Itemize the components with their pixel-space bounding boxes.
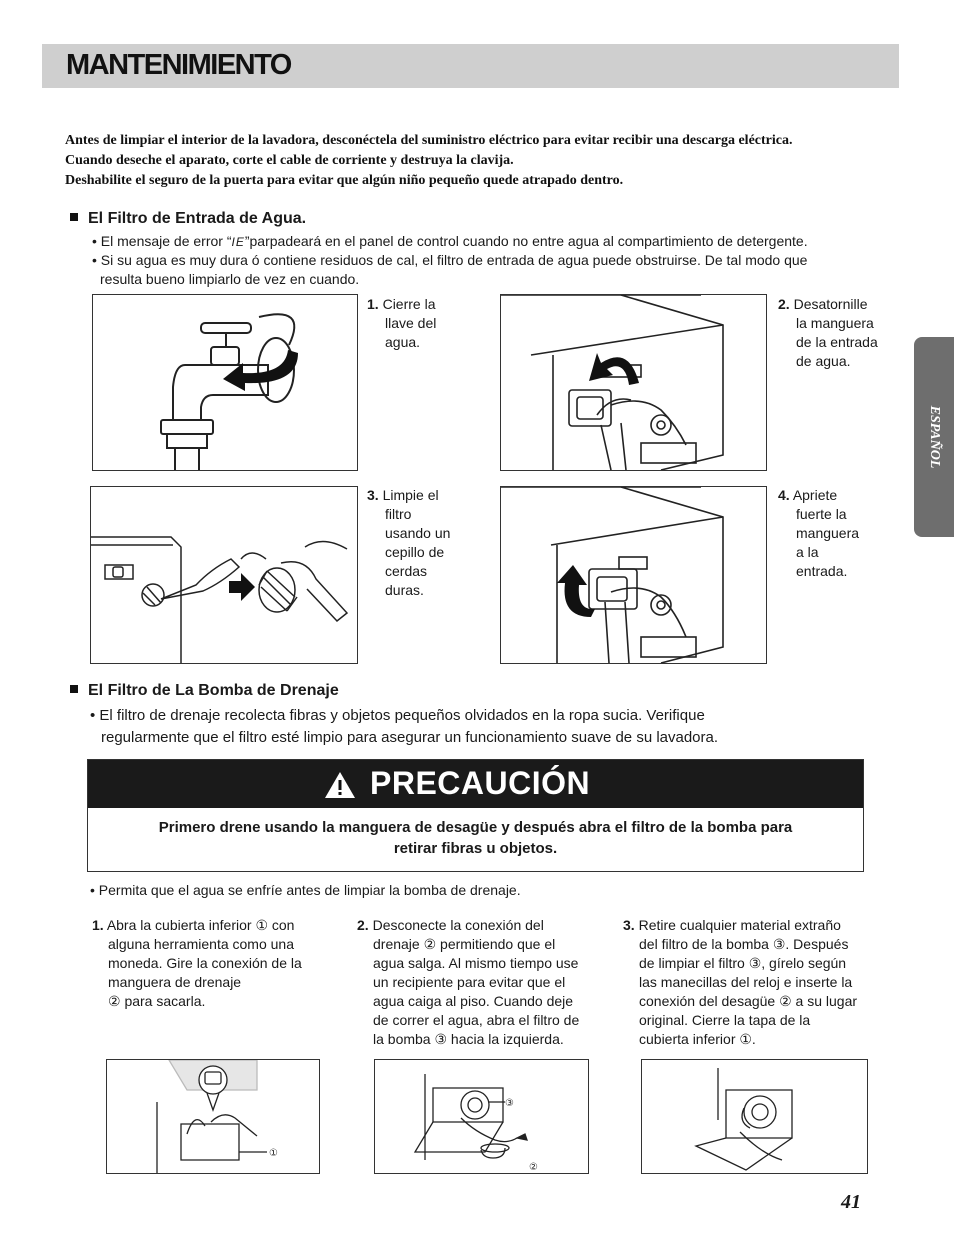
- figure-open-cover: [106, 1059, 320, 1174]
- inlet-bullet-2: • Si su agua es muy dura ó contiene residuos de cal, el filtro de entrada de agua puede obstruirse. De tal modo que: [92, 252, 808, 268]
- step-text: moneda. Gire la conexión de la: [108, 955, 302, 971]
- step-text: alguna herramienta como una: [108, 936, 295, 952]
- section-title-text: El Filtro de La Bomba de Drenaje: [88, 682, 339, 699]
- warning-line: Deshabilite el seguro de la puerta para evitar que algún niño pequeño quede atrapado dentro.: [65, 173, 624, 188]
- inlet-bullet-1: [92, 232, 808, 252]
- step-text: entrada.: [796, 563, 848, 579]
- step-number: 3.: [623, 917, 635, 933]
- step-number: 4.: [778, 487, 790, 503]
- unscrew-hose-illustration: [501, 295, 766, 470]
- callout-marker-two: ②: [529, 1162, 538, 1173]
- step-text: filtro: [385, 506, 412, 522]
- figure-reinsert-filter: [641, 1059, 868, 1174]
- open-cover-illustration: [107, 1060, 319, 1173]
- section-title-text: El Filtro de Entrada de Agua.: [88, 210, 307, 227]
- step-text: fuerte la: [796, 506, 847, 522]
- step-text: de correr el agua, abra el filtro de: [373, 1012, 580, 1028]
- section-title-inlet-filter: [70, 210, 306, 228]
- step-text: cerdas: [385, 563, 428, 579]
- step-text: cubierta inferior ①.: [639, 1031, 756, 1047]
- caution-box: [87, 759, 864, 872]
- caution-message: [88, 817, 863, 859]
- step-text: manguera: [796, 525, 860, 541]
- step-text: agua salga. Al mismo tiempo use: [373, 955, 579, 971]
- reinsert-filter-illustration: [642, 1060, 867, 1173]
- safety-warnings: [65, 131, 905, 191]
- step-text: duras.: [385, 582, 424, 598]
- step-number: 2.: [778, 296, 790, 312]
- step-text: original. Cierre la tapa de la: [639, 1012, 811, 1028]
- step-text: cepillo de: [385, 544, 445, 560]
- tighten-hose-illustration: [501, 487, 766, 663]
- figure-drain-water: [374, 1059, 589, 1174]
- step-text: la manguera: [796, 315, 874, 331]
- square-bullet-icon: [70, 685, 78, 693]
- step-text: de la entrada: [796, 334, 878, 350]
- callout-marker-three: ③: [505, 1098, 514, 1109]
- figure-faucet: [92, 294, 358, 471]
- caution-header: [88, 760, 863, 808]
- step-text: las manecillas del reloj e inserte la: [639, 974, 853, 990]
- step-text: usando un: [385, 525, 451, 541]
- step-text: la bomba ③ hacia la izquierda.: [373, 1031, 564, 1047]
- step-text: Limpie el: [382, 487, 439, 503]
- step-text: agua caiga al piso. Cuando deje: [373, 993, 574, 1009]
- step-text: Abra la cubierta inferior ① con: [106, 917, 295, 933]
- drain-water-illustration: [375, 1060, 588, 1173]
- step-text: de limpiar el filtro ③, gírelo según: [639, 955, 847, 971]
- caution-line: Primero drene usando la manguera de desagüe y después abra el filtro de la bomba para: [158, 819, 793, 836]
- step-text: manguera de drenaje: [108, 974, 242, 990]
- inlet-step-2: [778, 295, 878, 371]
- cool-note: • Permita que el agua se enfríe antes de limpiar la bomba de drenaje.: [90, 882, 521, 898]
- warning-line: Antes de limpiar el interior de la lavadora, desconéctela del suministro eléctrico para evitar recibir una descarga eléctrica.: [65, 133, 793, 148]
- step-text: conexión del desagüe ② a su lugar: [639, 993, 858, 1009]
- pump-step-2: [357, 916, 607, 1049]
- inlet-step-3: [367, 486, 450, 600]
- caution-line: retirar fibras u objetos.: [393, 840, 558, 857]
- figure-unscrew-hose: [500, 294, 767, 471]
- error-code-glyph: IE: [231, 235, 245, 249]
- clean-filter-illustration: [91, 487, 357, 663]
- pump-step-3: [623, 916, 883, 1049]
- figure-clean-filter: [90, 486, 358, 664]
- bullet-text: • El mensaje de error “: [92, 233, 232, 249]
- figure-tighten-hose: [500, 486, 767, 664]
- pump-step-1: [92, 916, 342, 1011]
- section-title-pump-filter: [70, 682, 339, 700]
- step-text: agua.: [385, 334, 421, 350]
- bullet-text: ”parpadeará en el panel de control cuando no entre agua al compartimiento de detergente.: [244, 233, 808, 249]
- language-tab-label: ESPAÑOL: [927, 405, 942, 469]
- step-number: 1.: [92, 917, 104, 933]
- step-text: Desatornille: [793, 296, 868, 312]
- faucet-illustration: [93, 295, 357, 470]
- square-bullet-icon: [70, 213, 78, 221]
- step-number: 1.: [367, 296, 379, 312]
- callout-marker-one: ①: [269, 1148, 278, 1159]
- inlet-step-1: [367, 295, 436, 352]
- pump-bullet: • El filtro de drenaje recolecta fibras y objetos pequeños olvidados en la ropa sucia. Verifique: [90, 707, 705, 724]
- pump-bullet-cont: regularmente que el filtro esté limpio para asegurar un funcionamiento suave de su lavadora.: [101, 729, 719, 746]
- step-number: 3.: [367, 487, 379, 503]
- step-text: Cierre la: [382, 296, 436, 312]
- warning-triangle-icon: [323, 770, 357, 800]
- step-text: ② para sacarla.: [108, 993, 206, 1009]
- step-text: Retire cualquier material extraño: [638, 917, 841, 933]
- warning-line: Cuando deseche el aparato, corte el cable de corriente y destruya la clavija.: [65, 153, 514, 168]
- step-text: un recipiente para evitar que el: [373, 974, 566, 990]
- step-text: Apriete: [792, 487, 838, 503]
- step-text: a la: [796, 544, 819, 560]
- step-text: Desconecte la conexión del: [372, 917, 544, 933]
- caution-title: PRECAUCIÓN: [370, 765, 591, 801]
- language-tab: [914, 337, 954, 537]
- inlet-bullet-2-cont: resulta bueno limpiarlo de vez en cuando.: [100, 271, 360, 287]
- page-title: MANTENIMIENTO: [66, 49, 291, 81]
- step-number: 2.: [357, 917, 369, 933]
- inlet-step-4: [778, 486, 859, 581]
- step-text: drenaje ② permitiendo que el: [373, 936, 556, 952]
- step-text: llave del: [385, 315, 437, 331]
- step-text: de agua.: [796, 353, 851, 369]
- page-number: 41: [841, 1191, 861, 1213]
- step-text: del filtro de la bomba ③. Después: [639, 936, 849, 952]
